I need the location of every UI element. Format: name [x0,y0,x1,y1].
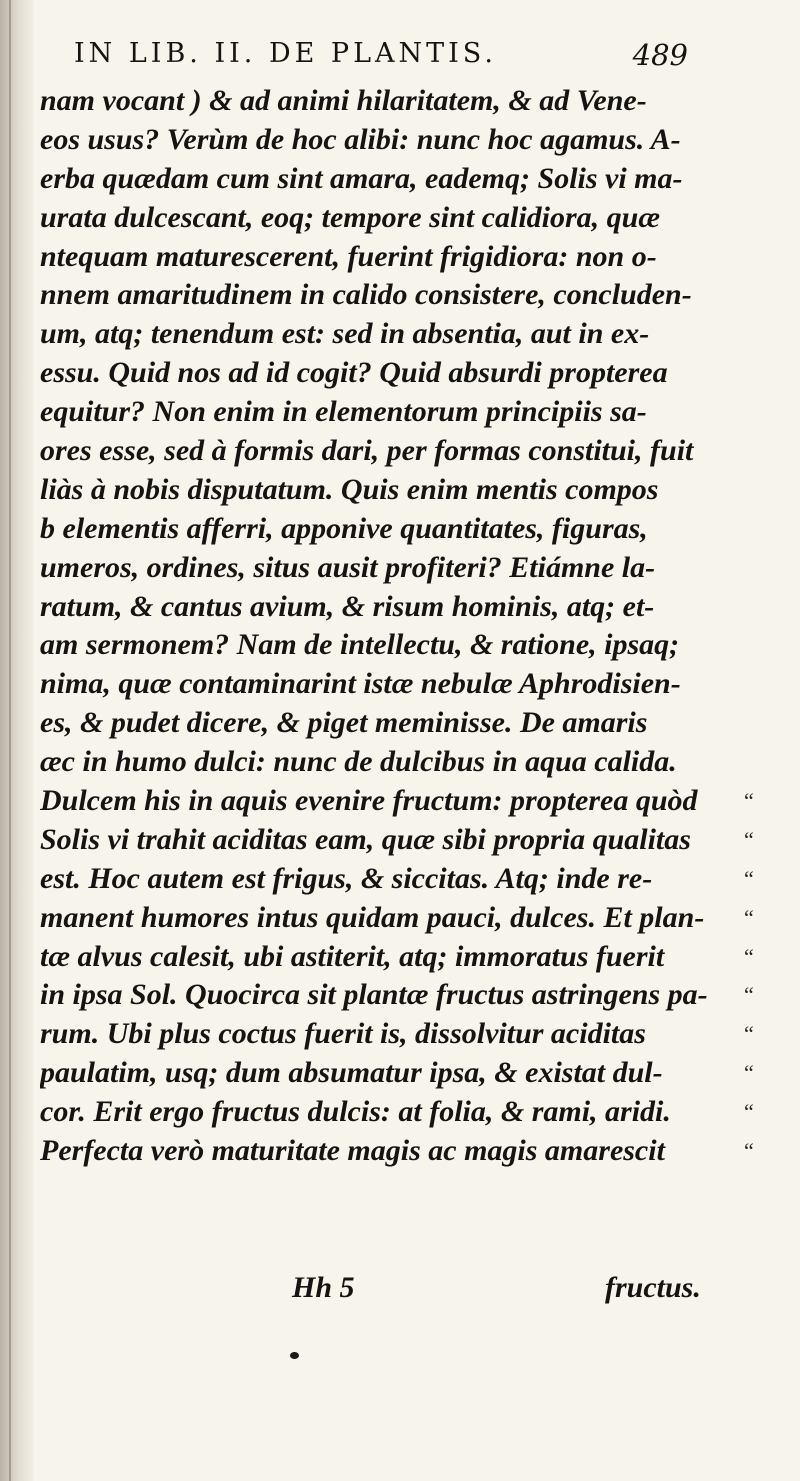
margin-quote-mark [744,665,784,704]
text-line: nnem amaritudinem in calido consistere, concluden- [40,278,692,312]
text-line: ratum, & cantus avium, & risum hominis, atq; et- [40,589,655,623]
page-number: 489 [632,38,688,72]
text-line: equitur? Non enim in elementorum principiis sa- [40,395,647,429]
text-line: cor. Erit ergo fructus dulcis: at folia, & rami, aridi. [40,1095,671,1129]
margin-quote-mark [744,315,784,354]
gutter-edge [9,0,11,1481]
margin-quote-mark: “ [744,1021,754,1047]
text-line: ntequam maturescerent, fuerint frigidiora: non o- [40,239,657,273]
margin-quote-mark [744,471,784,510]
margin-quote-mark: “ [744,943,754,969]
catchword: fructus. [605,1271,701,1304]
text-line: eos usus? Verùm de hoc alibi: nunc hoc agamus. A- [40,122,681,156]
margin-quote-mark [744,393,784,432]
text-line: æc in humo dulci: nunc de dulcibus in aqua calida. [40,745,677,779]
margin-quote-mark [744,626,784,665]
text-line: Dulcem his in aquis evenire fructum: propterea quòd [40,784,698,818]
margin-quote-mark: “ [744,982,754,1008]
text-line: in ipsa Sol. Quocirca sit plantæ fructus astringens pa- [40,978,708,1012]
margin-quote-mark [744,354,784,393]
margin-quote-mark [744,549,784,588]
text-line: paulatim, usq; dum absumatur ipsa, & existat dul- [40,1056,663,1090]
margin-quote-mark: “ [744,826,754,852]
margin-quote-mark [744,160,784,199]
text-line: rum. Ubi plus coctus fuerit is, dissolvitur aciditas [40,1017,646,1051]
text-line: erba quædam cum sint amara, eademq; Solis vi ma- [40,161,683,195]
text-line: umeros, ordines, situs ausit profiteri? Etiámne la- [40,550,656,584]
text-line: Perfecta verò maturitate magis ac magis amarescit [40,1134,665,1168]
text-line: es, & pudet dicere, & piget meminisse. De amaris [40,706,648,740]
margin-quote-mark: “ [744,1099,754,1125]
text-line: Solis vi trahit aciditas eam, quæ sibi propria qualitas [40,822,691,856]
margin-quote-mark [744,704,784,743]
text-line: liàs à nobis disputatum. Quis enim mentis compos [40,472,659,506]
text-line: b elementis afferri, apponive quantitates, figuras, [40,511,648,545]
margin-quote-mark [744,238,784,277]
binding-gutter [0,0,34,1481]
margin-quote-mark: “ [744,904,754,930]
margin-quote-mark: “ [744,865,754,891]
margin-quote-mark [744,199,784,238]
text-line: manent humores intus quidam pauci, dulces. Et plan- [40,900,705,934]
text-line: urata dulcescant, eoq; tempore sint calidiora, quæ [40,200,661,234]
running-title: IN LIB. II. DE PLANTIS. [74,38,497,69]
body-text [40,82,726,1171]
margin-quote-mark [744,121,784,160]
margin-quote-mark [744,588,784,627]
text-line: tæ alvus calesit, ubi astiterit, atq; immoratus fuerit [40,939,665,973]
margin-quote-mark: “ [744,788,754,814]
margin-quote-mark: “ [744,1138,754,1164]
text-line: nam vocant ) & ad animi hilaritatem, & ad Vene- [40,84,647,117]
text-line: est. Hoc autem est frigus, & siccitas. Atq; inde re- [40,861,653,895]
margin-quote-mark: “ [744,1060,754,1086]
signature-mark: Hh 5 [292,1271,355,1304]
ink-speck [290,1352,299,1359]
text-line: um, atq; tenendum est: sed in absentia, aut in ex- [40,317,650,351]
text-line: essu. Quid nos ad id cogit? Quid absurdi propterea [40,356,668,390]
margin-quote-mark [744,276,784,315]
margin-quote-mark [744,82,784,121]
page-footer [40,1271,726,1311]
margin-quote-mark [744,432,784,471]
text-line: am sermonem? Nam de intellectu, & ratione, ipsaq; [40,628,680,662]
margin-quotes [744,82,784,1171]
margin-quote-mark [744,743,784,782]
running-header [74,38,688,78]
text-line: nima, quæ contaminarint istæ nebulæ Aphrodisien- [40,667,681,701]
margin-quote-mark [744,510,784,549]
text-line: ores esse, sed à formis dari, per formas constitui, fuit [40,434,694,468]
